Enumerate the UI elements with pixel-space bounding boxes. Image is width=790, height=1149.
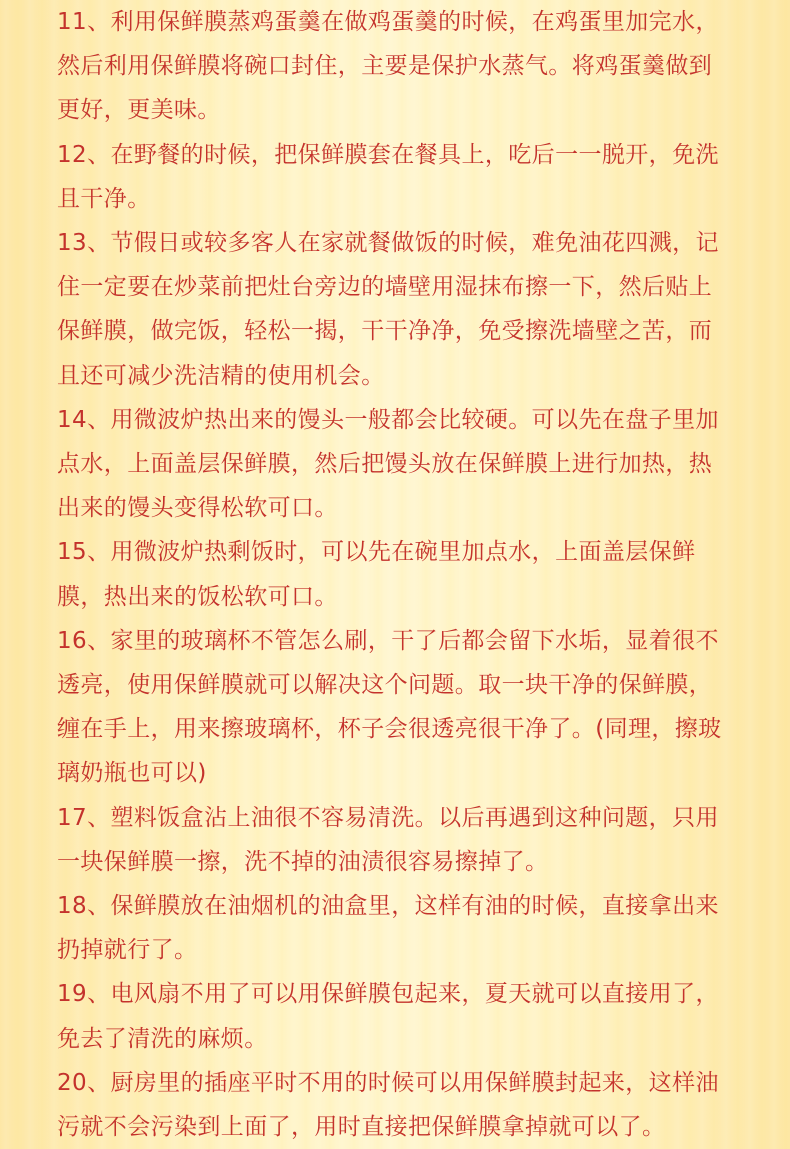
tip-20: 20、厨房里的插座平时不用的时候可以用保鲜膜封起来，这样油污就不会污染到上面了，用时直接把保鲜膜拿掉就可以了。 bbox=[57, 1069, 719, 1141]
tip-18: 18、保鲜膜放在油烟机的油盒里，这样有油的时候，直接拿出来扔掉就行了。 bbox=[57, 893, 719, 964]
tip-13: 13、节假日或较多客人在家就餐做饭的时候，难免油花四溅，记住一定要在炒菜前把灶台旁边的墙壁用湿抹布擦一下，然后贴上保鲜膜，做完饭，轻松一揭，干干净净，免受擦洗墙壁之苦，而且还可减少洗洁精的使用机会。 bbox=[57, 230, 719, 389]
tip-11: 11、利用保鲜膜蒸鸡蛋羹在做鸡蛋羹的时候，在鸡蛋里加完水，然后利用保鲜膜将碗口封住，主要是保护水蒸气。将鸡蛋羹做到更好，更美味。 bbox=[57, 9, 719, 124]
tip-16: 16、家里的玻璃杯不管怎么刷，干了后都会留下水垢，显着很不透亮，使用保鲜膜就可以解决这个问题。取一块干净的保鲜膜，缠在手上，用来擦玻璃杯，杯子会很透亮很干净了。(同理，擦玻璃奶瓶也可以) bbox=[57, 627, 722, 787]
tip-15: 15、用微波炉热剩饭时，可以先在碗里加点水，上面盖层保鲜膜，热出来的饭松软可口。 bbox=[57, 539, 696, 610]
tip-14: 14、用微波炉热出来的馒头一般都会比较硬。可以先在盘子里加点水，上面盖层保鲜膜，然后把馒头放在保鲜膜上进行加热，热出来的馒头变得松软可口。 bbox=[57, 406, 719, 522]
tips-article bbox=[57, 0, 725, 1149]
tip-19: 19、电风扇不用了可以用保鲜膜包起来，夏天就可以直接用了，免去了清洗的麻烦。 bbox=[57, 981, 719, 1052]
tip-17: 17、塑料饭盒沾上油很不容易清洗。以后再遇到这种问题，只用一块保鲜膜一擦，洗不掉的油渍很容易擦掉了。 bbox=[57, 804, 719, 875]
tip-12: 12、在野餐的时候，把保鲜膜套在餐具上，吃后一一脱开，免洗且干净。 bbox=[57, 141, 719, 212]
